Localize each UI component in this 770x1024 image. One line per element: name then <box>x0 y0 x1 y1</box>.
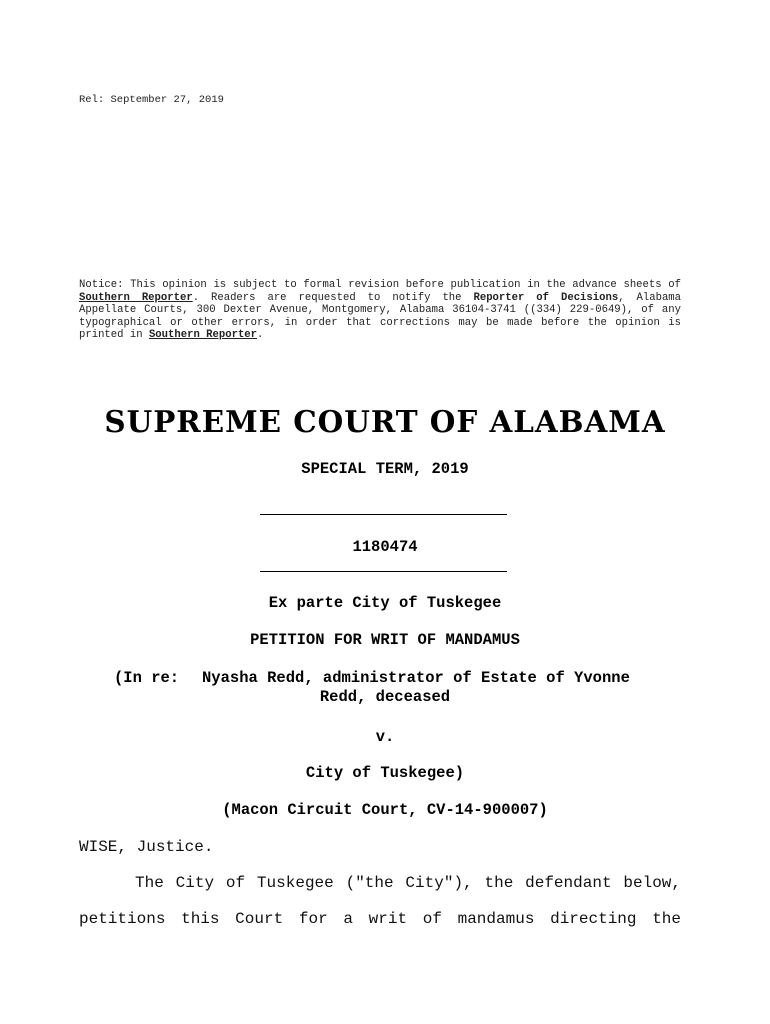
divider-bottom <box>260 571 507 572</box>
release-date: Rel: September 27, 2019 <box>79 94 224 106</box>
case-title: Ex parte City of Tuskegee <box>268 594 502 612</box>
petition-type: PETITION FOR WRIT OF MANDAMUS <box>250 631 520 649</box>
case-number: 1180474 <box>352 538 418 556</box>
court-name: SUPREME COURT OF ALABAMA <box>104 405 666 440</box>
notice-text-3: , Alabama Appellate Courts, 300 Dexter Avenue, Montgomery, Alabama 36104-3741 ((334) 229-0649), of any typographical or other errors, in order that corrections may be made before the opinion is printed in <box>79 291 682 342</box>
in-re-label: (In re: <box>114 669 180 687</box>
notice-text-1: Notice: This opinion is subject to formal revision before publication in the advance sheets of <box>79 279 681 291</box>
body-line-2: petitions this Court for a writ of mandamus directing the <box>79 910 681 928</box>
versus: v. <box>375 728 395 746</box>
notice-text-4: . <box>257 329 264 342</box>
lower-court: (Macon Circuit Court, CV-14-900007) <box>222 801 548 819</box>
divider-top <box>260 514 507 515</box>
in-re-plaintiff: Nyasha Redd, administrator of Estate of Yvonne <box>202 669 630 687</box>
in-re-plaintiff-cont: Redd, deceased <box>319 688 451 706</box>
opinion-author: WISE, Justice. <box>79 838 214 856</box>
reporter-of-decisions: Reporter of Decisions <box>473 291 619 304</box>
term: SPECIAL TERM, 2019 <box>301 460 469 478</box>
in-re-defendant: City of Tuskegee) <box>305 764 465 782</box>
southern-reporter-ref-2: Southern Reporter <box>148 329 258 342</box>
body-line-1: The City of Tuskegee ("the City"), the defendant below, <box>135 874 681 892</box>
publication-notice <box>79 279 681 342</box>
notice-text-2: . Readers are requested to notify the <box>192 291 474 304</box>
southern-reporter-ref-1: Southern Reporter <box>79 291 193 304</box>
